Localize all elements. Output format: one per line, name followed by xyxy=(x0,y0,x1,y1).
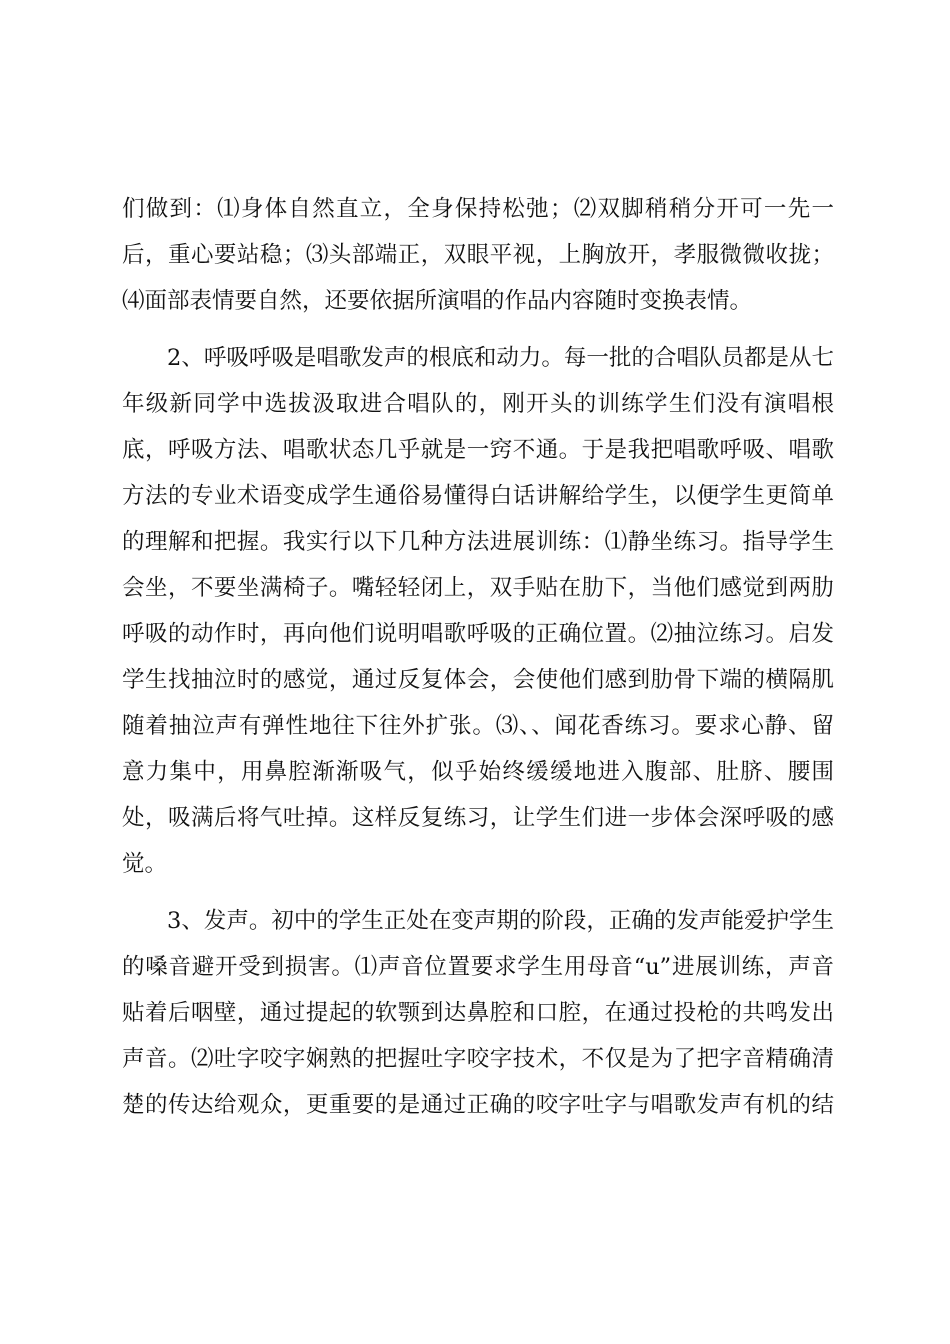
text-line: 2、呼吸呼吸是唱歌发声的根底和动力。每一批的合唱队员都是从七 xyxy=(167,345,834,371)
text-line: 呼吸的动作时，再向他们说明唱歌呼吸的正确位置。⑵抽泣练习。启发 xyxy=(122,621,834,647)
paragraph-1 xyxy=(122,186,834,324)
body-text xyxy=(122,186,834,1128)
text-line: 觉。 xyxy=(122,851,168,877)
text-line: 学生找抽泣时的感觉，通过反复体会，会使他们感到肋骨下端的横隔肌 xyxy=(122,667,834,693)
text-line: ⑷面部表情要自然，还要依据所演唱的作品内容随时变换表情。 xyxy=(122,288,753,314)
paragraph-3 xyxy=(122,898,834,1128)
text-line: 方法的专业术语变成学生通俗易懂得白话讲解给学生，以便学生更简单 xyxy=(122,483,834,509)
text-line: 后，重心要站稳；⑶头部端正，双眼平视，上胸放开，孝服微微收拢； xyxy=(122,242,834,268)
text-line: 们做到：⑴身体自然直立，全身保持松弛；⑵双脚稍稍分开可一先一 xyxy=(122,196,834,222)
text-line: 的嗓音避开受到损害。⑴声音位置要求学生用母音“u”进展训练，声音 xyxy=(122,954,834,980)
text-line: 底，呼吸方法、唱歌状态几乎就是一窍不通。于是我把唱歌呼吸、唱歌 xyxy=(122,437,834,463)
text-line: 处，吸满后将气吐掉。这样反复练习，让学生们进一步体会深呼吸的感 xyxy=(122,805,834,831)
text-line: 意力集中，用鼻腔渐渐吸气，似乎始终缓缓地进入腹部、肚脐、腰围 xyxy=(122,759,834,785)
text-line: 楚的传达给观众，更重要的是通过正确的咬字吐字与唱歌发声有机的结 xyxy=(122,1092,834,1118)
paragraph-gap xyxy=(122,324,834,335)
text-line: 声音。⑵吐字咬字娴熟的把握吐字咬字技术，不仅是为了把字音精确清 xyxy=(122,1046,834,1072)
text-line: 的理解和把握。我实行以下几种方法进展训练：⑴静坐练习。指导学生 xyxy=(122,529,834,555)
text-line: 3、发声。初中的学生正处在变声期的阶段，正确的发声能爱护学生 xyxy=(167,908,834,934)
text-line: 贴着后咽壁，通过提起的软颚到达鼻腔和口腔，在通过投枪的共鸣发出 xyxy=(122,1000,834,1026)
text-line: 年级新同学中选拔汲取进合唱队的，刚开头的训练学生们没有演唱根 xyxy=(122,391,834,417)
text-line: 随着抽泣声有弹性地往下往外扩张。⑶、、闻花香练习。要求心静、留 xyxy=(122,713,834,739)
paragraph-2 xyxy=(122,335,834,887)
paragraph-gap xyxy=(122,887,834,898)
text-line: 会坐，不要坐满椅子。嘴轻轻闭上，双手贴在肋下，当他们感觉到两肋 xyxy=(122,575,834,601)
